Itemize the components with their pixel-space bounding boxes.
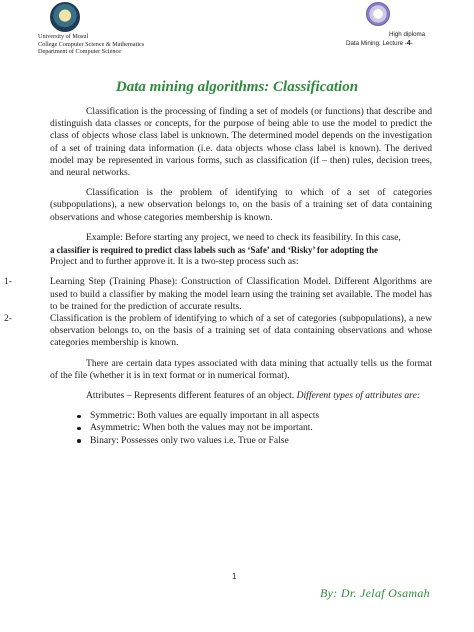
data-types-paragraph: There are certain data types associated with data mining that actually tells us the format of the file (whether it is in text format or in numerical format). xyxy=(50,357,432,381)
list-item: Asymmetric: When both the values may not be important. xyxy=(90,422,432,434)
intro-paragraph: Classification is the processing of finding a set of models (or functions) that describe and distinguish data classes or concepts, for the purpose of being able to use the model to predict the class of objects whose class label is unknown. The determined model depends on the investigation of a set of training data information (i.e. data objects whose class label is known). The derived model may be represented in various forms, such as classification (if – then) rules, decision trees, and neural networks. xyxy=(50,106,432,179)
header-left xyxy=(38,2,238,56)
university-info xyxy=(38,33,238,56)
list-item: Symmetric: Both values are equally important in all aspects xyxy=(90,410,432,422)
author-signature: By: Dr. Jelaf Osamah xyxy=(320,586,430,600)
step-number: 1- xyxy=(4,276,12,288)
university-seal-icon xyxy=(50,2,80,32)
department-name: Department of Computer Science xyxy=(38,48,121,56)
example-paragraph xyxy=(50,232,432,269)
example-bold-line: a classifier is required to predict class labels such as ‘Safe’ and ‘Risky’ for adopting the xyxy=(50,245,378,256)
course-info xyxy=(346,30,470,48)
lecture-number: 4 xyxy=(406,40,411,47)
attribute-types-list xyxy=(50,410,432,447)
step-text: Learning Step (Training Phase): Construction of Classification Model. Different Algorithms are used to build a classifier by making the model learn using the training set available. The model has to be trained for the prediction of accurate results. xyxy=(50,276,432,312)
header-right xyxy=(346,2,470,48)
step-number: 2- xyxy=(4,313,12,325)
step-text: Classification is the problem of identifying to which of a set of categories (subpopulations), a new observation belongs to, on the basis of a training set of data containing observations and whose categories membership is known. xyxy=(50,313,432,349)
steps-list xyxy=(4,276,432,349)
page-number: 1 xyxy=(232,572,237,581)
list-item xyxy=(4,313,432,350)
college-name: College Computer Science & Mathematics xyxy=(38,40,145,48)
lecture-label: Data Mining: Lecture -4- xyxy=(346,40,413,47)
program-label: High diploma xyxy=(389,31,426,38)
page-title: Data mining algorithms: Classification xyxy=(115,79,359,95)
definition-paragraph: Classification is the problem of identifying to which of a set of categories (subpopulations), a new observation belongs to, on the basis of a training set of data containing observations and whose categories membership is known. xyxy=(50,187,432,223)
list-item: Binary: Possesses only two values i.e. True or False xyxy=(90,435,432,447)
college-seal-icon xyxy=(366,2,390,26)
university-name: University of Mosul xyxy=(38,33,89,40)
example-line: Example: Before starting any project, we need to check its feasibility. In this case, xyxy=(86,231,401,243)
attributes-paragraph: Attributes – Represents different features of an object. Different types of attributes are: xyxy=(86,390,421,402)
list-item xyxy=(4,276,432,313)
example-line: Project and to further approve it. It is a two-step process such as: xyxy=(50,256,299,268)
document-body xyxy=(4,106,432,447)
